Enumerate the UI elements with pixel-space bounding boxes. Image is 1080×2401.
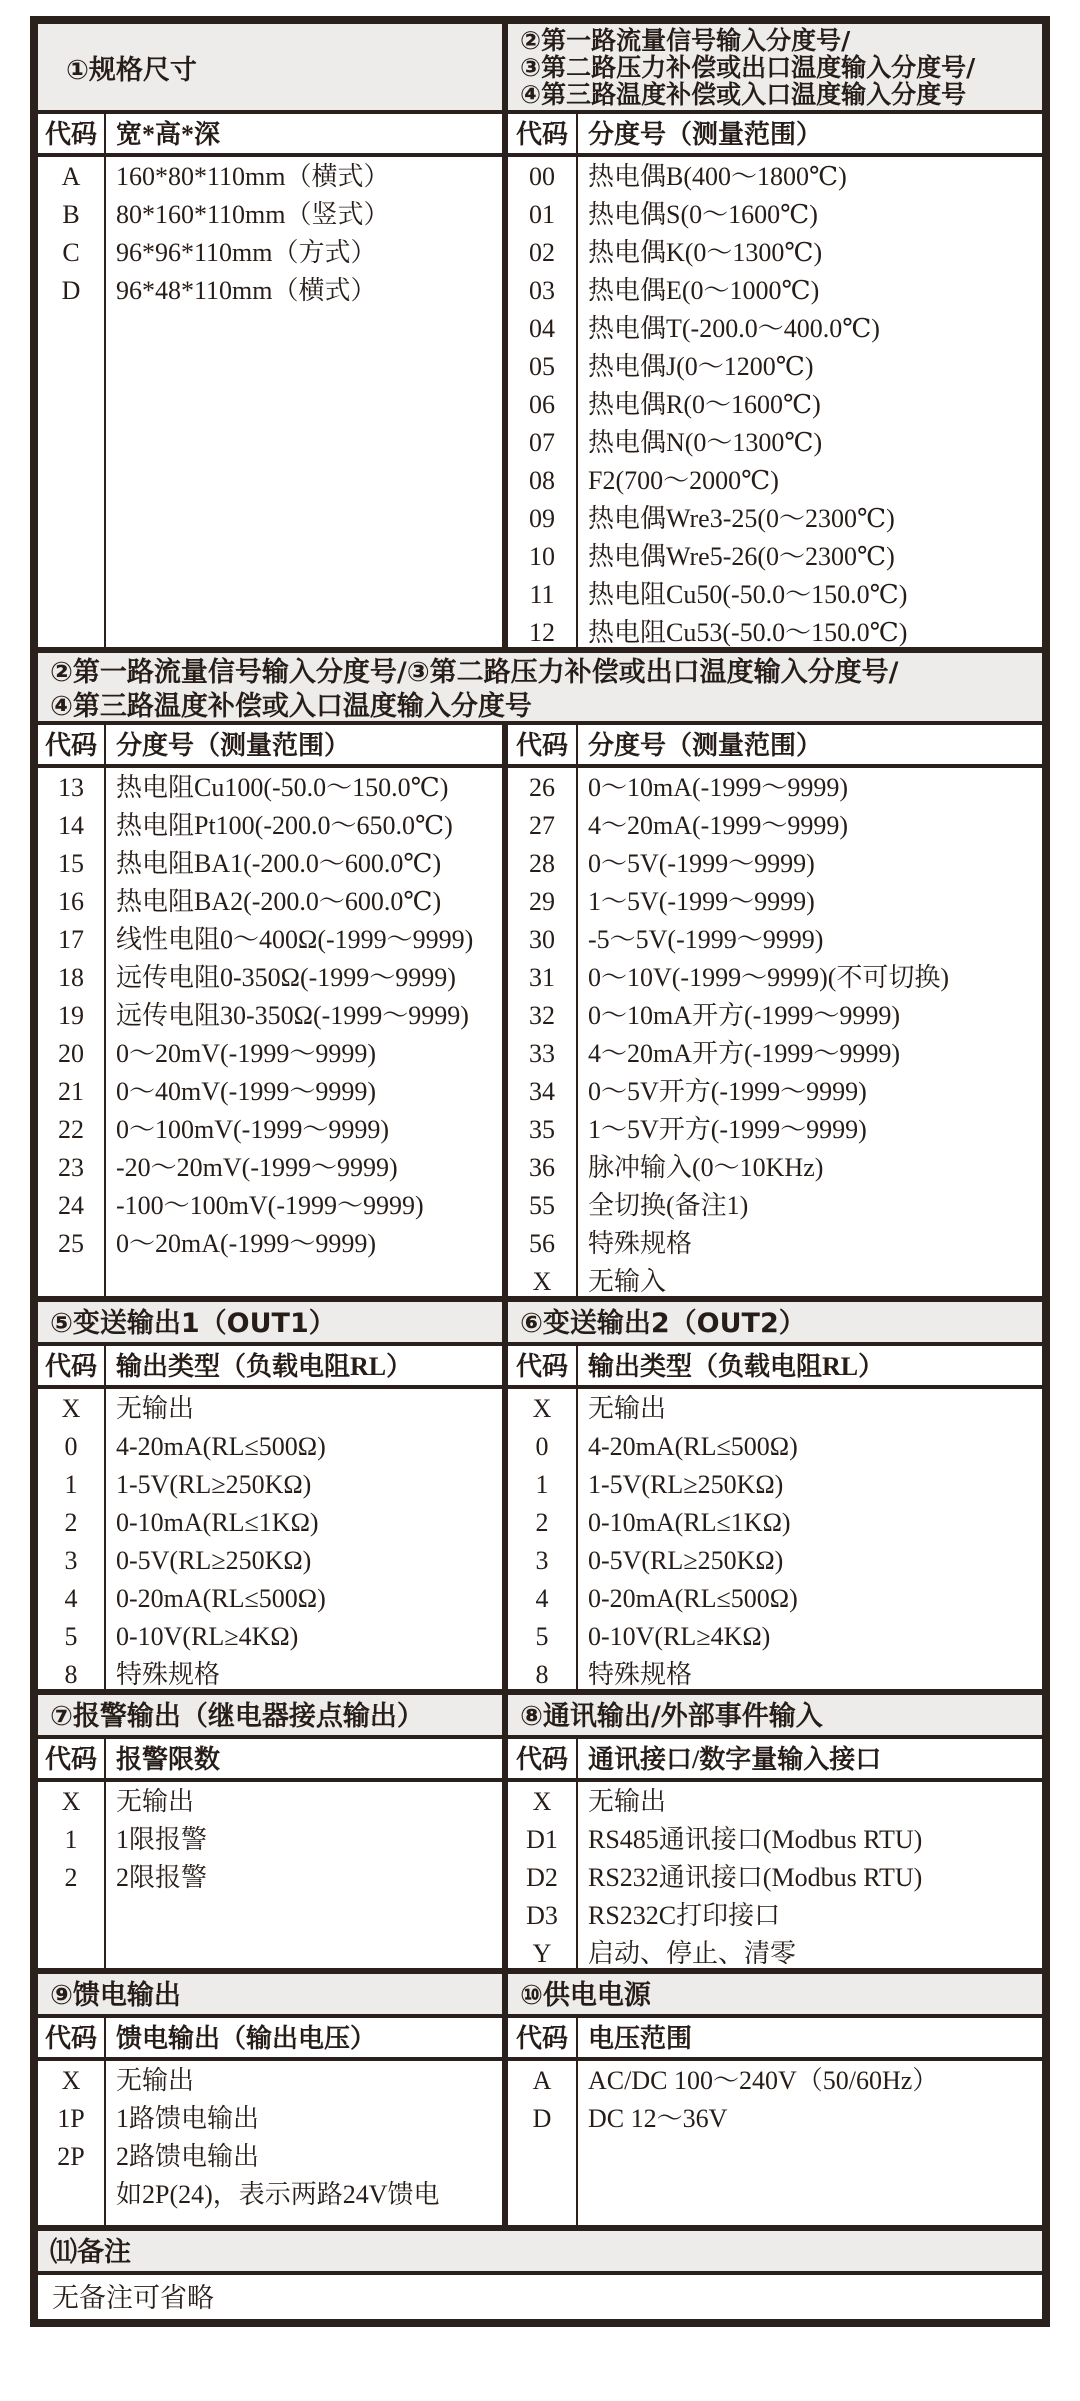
code-cell (38, 2176, 104, 2214)
value-cell: 1限报警 (116, 1825, 208, 1854)
value-cell: RS232C打印接口 (588, 1901, 781, 1930)
value-cell: 160*80*110mm（横式） (116, 162, 390, 191)
value-column (106, 2061, 502, 2225)
value-cell: 0～40mV(-1999～9999) (116, 1077, 376, 1106)
value-column (578, 157, 1042, 647)
value-cell: 热电偶J(0～1200℃) (588, 352, 814, 381)
code-cell: 1 (535, 1470, 549, 1499)
value-cell: 热电偶Wre5-26(0～2300℃) (588, 542, 895, 571)
value-cell: 0～10V(-1999～9999)(不可切换) (588, 963, 950, 992)
value-cell: 96*96*110mm（方式） (116, 238, 377, 267)
band-title-line: ③第二路压力补偿或出口温度输入分度号/ (520, 53, 976, 82)
data-block-input2 (38, 764, 1042, 1296)
value-cell: 热电阻Pt100(-200.0～650.0℃) (116, 811, 453, 840)
remark-note-text: 无备注可省略 (52, 2283, 214, 2313)
spec-order-table (30, 16, 1050, 2327)
column-header-code: 代码 (38, 114, 106, 153)
value-cell: 0-10V(RL≥4KΩ) (116, 1622, 299, 1651)
code-cell: X (532, 1267, 552, 1296)
band-title-line: ②第一路流量信号输入分度号/③第二路压力补偿或出口温度输入分度号/ (50, 657, 899, 688)
band-title-line: ④第三路温度补偿或入口温度输入分度号 (520, 80, 967, 109)
code-cell: 2 (64, 1508, 78, 1537)
value-cell: 1-5V(RL≥250KΩ) (588, 1470, 784, 1499)
value-cell: 0～10mA开方(-1999～9999) (588, 1001, 900, 1030)
code-cell: A (61, 162, 81, 191)
value-cell: 无输出 (116, 1787, 195, 1816)
column-header-code: 代码 (508, 1739, 578, 1778)
code-cell: 3 (64, 1546, 78, 1575)
code-cell: D2 (526, 1863, 558, 1892)
code-cell: 07 (529, 428, 555, 457)
section-title-out2: ⑥变送输出2（OUT2） (502, 1302, 1042, 1342)
value-cell: 0～20mA(-1999～9999) (116, 1229, 376, 1258)
code-column (38, 157, 106, 647)
code-cell: 12 (529, 618, 555, 647)
value-cell: 热电阻Cu53(-50.0～150.0℃) (588, 618, 908, 647)
code-cell: 15 (58, 849, 84, 878)
section-band-alarm-comm (38, 1689, 1042, 1735)
value-cell: 无输出 (588, 1787, 667, 1816)
column-header-code: 代码 (508, 2018, 578, 2057)
column-header-code: 代码 (508, 1346, 578, 1385)
value-cell: 0-5V(RL≥250KΩ) (588, 1546, 784, 1575)
value-cell: 如2P(24)，表示两路24V馈电 (116, 2180, 440, 2209)
value-cell: 线性电阻0～400Ω(-1999～9999) (116, 925, 474, 954)
code-cell: Y (532, 1939, 552, 1968)
code-cell: 32 (529, 1001, 555, 1030)
value-cell: 0-10mA(RL≤1KΩ) (588, 1508, 791, 1537)
code-cell: 1 (64, 1470, 78, 1499)
section-title-power: ⑩供电电源 (502, 1974, 1042, 2014)
code-cell: 8 (535, 1660, 549, 1689)
code-cell: 18 (58, 963, 84, 992)
code-column (38, 2061, 106, 2225)
column-header-alarm-limit: 报警限数 (116, 1745, 221, 1774)
code-cell: A (532, 2066, 552, 2095)
column-header-voltage-range: 电压范围 (588, 2024, 693, 2053)
value-column (578, 768, 1042, 1296)
code-cell: 56 (529, 1229, 555, 1258)
code-cell: 2 (535, 1508, 549, 1537)
value-cell: 0-10mA(RL≤1KΩ) (116, 1508, 319, 1537)
code-cell: 31 (529, 963, 555, 992)
code-cell: 26 (529, 773, 555, 802)
code-cell: D (532, 2104, 552, 2133)
value-cell: 热电偶E(0～1000℃) (588, 276, 820, 305)
value-cell: RS485通讯接口(Modbus RTU) (588, 1825, 923, 1854)
value-cell: 热电偶B(400～1800℃) (588, 162, 847, 191)
column-header-scale: 分度号（测量范围） (116, 731, 351, 760)
value-cell: 1路馈电输出 (116, 2104, 260, 2133)
value-cell: 0～20mV(-1999～9999) (116, 1039, 376, 1068)
code-column (508, 1782, 578, 1968)
value-cell: 热电偶S(0～1600℃) (588, 200, 818, 229)
code-cell: 0 (535, 1432, 549, 1461)
value-cell: -20～20mV(-1999～9999) (116, 1153, 398, 1182)
code-cell: B (62, 200, 80, 229)
value-cell: -100～100mV(-1999～9999) (116, 1191, 424, 1220)
value-cell: 特殊规格 (116, 1660, 221, 1689)
code-cell: 4 (535, 1584, 549, 1613)
code-cell: 29 (529, 887, 555, 916)
section-band-remark (38, 2225, 1042, 2271)
band-title-line: ④第三路温度补偿或入口温度输入分度号 (50, 691, 532, 721)
value-cell: 4～20mA开方(-1999～9999) (588, 1039, 900, 1068)
column-header-code: 代码 (38, 725, 106, 764)
value-cell: 0～100mV(-1999～9999) (116, 1115, 389, 1144)
header-row-alarm-comm (38, 1735, 1042, 1778)
value-cell: 80*160*110mm（竖式） (116, 200, 390, 229)
code-cell: 4 (64, 1584, 78, 1613)
value-cell: 4-20mA(RL≤500Ω) (116, 1432, 326, 1461)
code-column (508, 768, 578, 1296)
code-cell: 24 (58, 1191, 84, 1220)
code-cell: 1P (57, 2104, 85, 2133)
section-band-out (38, 1296, 1042, 1342)
code-cell: 04 (529, 314, 555, 343)
value-column (578, 1782, 1042, 1968)
code-cell: 30 (529, 925, 555, 954)
value-cell: 热电偶T(-200.0～400.0℃) (588, 314, 880, 343)
column-header-code: 代码 (38, 2018, 106, 2057)
value-column (578, 2061, 1042, 2225)
column-header-code: 代码 (508, 114, 578, 153)
column-header-code: 代码 (508, 725, 578, 764)
section-title-size-text: ①规格尺寸 (66, 54, 197, 86)
data-block-size-input1 (38, 153, 1042, 647)
column-header-size: 宽*高*深 (116, 120, 221, 149)
value-cell: RS232通讯接口(Modbus RTU) (588, 1863, 923, 1892)
value-cell: 4～20mA(-1999～9999) (588, 811, 848, 840)
code-cell: 06 (529, 390, 555, 419)
code-cell: 1 (64, 1825, 78, 1854)
value-cell: 0-20mA(RL≤500Ω) (588, 1584, 798, 1613)
code-cell: 55 (529, 1191, 555, 1220)
value-cell: 0～5V开方(-1999～9999) (588, 1077, 867, 1106)
code-cell: 22 (58, 1115, 84, 1144)
section-band-top (38, 24, 1042, 110)
code-cell: 5 (64, 1622, 78, 1651)
value-cell: 远传电阻30-350Ω(-1999～9999) (116, 1001, 469, 1030)
value-cell: 无输出 (116, 2066, 195, 2095)
code-cell: 3 (535, 1546, 549, 1575)
section-title-alarm: ⑦报警输出（继电器接点输出） (50, 1701, 424, 1732)
value-cell: -5～5V(-1999～9999) (588, 925, 824, 954)
code-cell: 13 (58, 773, 84, 802)
code-column (508, 2061, 578, 2225)
code-cell: 35 (529, 1115, 555, 1144)
band-title-line: ②第一路流量信号输入分度号/ (520, 26, 851, 55)
value-cell: 无输入 (588, 1267, 667, 1296)
value-cell: 1～5V开方(-1999～9999) (588, 1115, 867, 1144)
value-cell: 热电阻BA1(-200.0～600.0℃) (116, 849, 442, 878)
code-cell: 19 (58, 1001, 84, 1030)
value-cell: 热电阻BA2(-200.0～600.0℃) (116, 887, 442, 916)
column-header-feed-output: 馈电输出（输出电压） (116, 2024, 377, 2053)
code-cell: X (61, 2066, 81, 2095)
code-cell: D3 (526, 1901, 558, 1930)
code-cell: 16 (58, 887, 84, 916)
section-title-feed: ⑨馈电输出 (50, 1980, 181, 2011)
code-cell: C (62, 238, 80, 267)
code-cell: 2P (57, 2142, 85, 2171)
section-title-input1 (502, 24, 1042, 110)
value-cell: DC 12～36V (588, 2104, 728, 2133)
value-cell: AC/DC 100～240V（50/60Hz） (588, 2066, 939, 2095)
value-cell: 1～5V(-1999～9999) (588, 887, 815, 916)
value-cell: 特殊规格 (588, 1660, 693, 1689)
code-column (508, 1389, 578, 1689)
column-header-comm-interface: 通讯接口/数字量输入接口 (588, 1745, 882, 1774)
code-cell: 14 (58, 811, 84, 840)
code-cell: 27 (529, 811, 555, 840)
value-cell: 0-5V(RL≥250KΩ) (116, 1546, 312, 1575)
value-column (106, 768, 502, 1296)
data-block-out (38, 1385, 1042, 1689)
data-block-alarm-comm (38, 1778, 1042, 1968)
value-cell: 4-20mA(RL≤500Ω) (588, 1432, 798, 1461)
code-cell: X (532, 1787, 552, 1816)
value-cell: F2(700～2000℃) (588, 466, 779, 495)
value-cell: 1-5V(RL≥250KΩ) (116, 1470, 312, 1499)
section-title-remark: ⑾备注 (50, 2237, 131, 2268)
code-cell: 21 (58, 1077, 84, 1106)
value-cell: 启动、停止、清零 (588, 1939, 797, 1968)
code-cell: 8 (64, 1660, 78, 1689)
code-cell: 28 (529, 849, 555, 878)
value-cell: 2路馈电输出 (116, 2142, 260, 2171)
value-cell: 脉冲输入(0～10KHz) (588, 1153, 824, 1182)
value-cell: 远传电阻0-350Ω(-1999～9999) (116, 963, 456, 992)
code-cell: 23 (58, 1153, 84, 1182)
value-cell: 热电偶R(0～1600℃) (588, 390, 821, 419)
code-cell: 05 (529, 352, 555, 381)
code-column (508, 157, 578, 647)
value-cell: 96*48*110mm（横式） (116, 276, 377, 305)
column-header-scale: 分度号（测量范围） (588, 731, 823, 760)
column-header-code: 代码 (38, 1346, 106, 1385)
value-cell: 热电偶Wre3-25(0～2300℃) (588, 504, 895, 533)
value-column (106, 157, 502, 647)
data-block-feed-power (38, 2057, 1042, 2225)
code-column (38, 1389, 106, 1689)
value-cell: 无输出 (588, 1394, 667, 1423)
code-cell: 11 (529, 580, 555, 609)
code-cell: 5 (535, 1622, 549, 1651)
header-row-input2 (38, 721, 1042, 764)
remark-note-row (38, 2271, 1042, 2319)
value-cell: 0～10mA(-1999～9999) (588, 773, 848, 802)
code-cell: 03 (529, 276, 555, 305)
code-cell: X (61, 1394, 81, 1423)
value-cell: 无输出 (116, 1394, 195, 1423)
code-cell: X (61, 1787, 81, 1816)
column-header-output-type: 输出类型（负载电阻RL） (116, 1352, 413, 1381)
section-title-comm: ⑧通讯输出/外部事件输入 (502, 1695, 1042, 1735)
code-column (38, 1782, 106, 1968)
code-cell: 08 (529, 466, 555, 495)
column-header-scale: 分度号（测量范围） (588, 120, 823, 149)
value-cell: 0-20mA(RL≤500Ω) (116, 1584, 326, 1613)
header-row-feed-power (38, 2014, 1042, 2057)
code-cell: 2 (64, 1863, 78, 1892)
value-column (106, 1389, 502, 1689)
code-column (38, 768, 106, 1296)
value-cell: 热电偶K(0～1300℃) (588, 238, 823, 267)
section-band-input2 (38, 647, 1042, 721)
column-header-output-type: 输出类型（负载电阻RL） (588, 1352, 885, 1381)
code-cell: 20 (58, 1039, 84, 1068)
code-cell: 00 (529, 162, 555, 191)
code-cell: 34 (529, 1077, 555, 1106)
code-cell: 09 (529, 504, 555, 533)
value-cell: 全切换(备注1) (588, 1191, 749, 1220)
code-cell: 33 (529, 1039, 555, 1068)
column-header-code: 代码 (38, 1739, 106, 1778)
section-title-out1: ⑤变送输出1（OUT1） (50, 1308, 336, 1339)
code-cell: 10 (529, 542, 555, 571)
value-cell: 热电偶N(0～1300℃) (588, 428, 823, 457)
value-cell: 热电阻Cu50(-50.0～150.0℃) (588, 580, 908, 609)
value-cell: 热电阻Cu100(-50.0～150.0℃) (116, 773, 449, 802)
section-band-feed-power (38, 1968, 1042, 2014)
code-cell: 25 (58, 1229, 84, 1258)
code-cell: 01 (529, 200, 555, 229)
code-cell: 36 (529, 1153, 555, 1182)
value-cell: 0～5V(-1999～9999) (588, 849, 815, 878)
value-column (578, 1389, 1042, 1689)
section-title-size (38, 24, 502, 110)
header-row-out (38, 1342, 1042, 1385)
code-cell: D1 (526, 1825, 558, 1854)
value-cell: 0-10V(RL≥4KΩ) (588, 1622, 771, 1651)
value-column (106, 1782, 502, 1968)
code-cell: D (61, 276, 81, 305)
value-cell: 特殊规格 (588, 1229, 693, 1258)
code-cell: X (532, 1394, 552, 1423)
code-cell: 17 (58, 925, 84, 954)
header-row-size-input1 (38, 110, 1042, 153)
code-cell: 02 (529, 238, 555, 267)
code-cell: 0 (64, 1432, 78, 1461)
value-cell: 2限报警 (116, 1863, 208, 1892)
